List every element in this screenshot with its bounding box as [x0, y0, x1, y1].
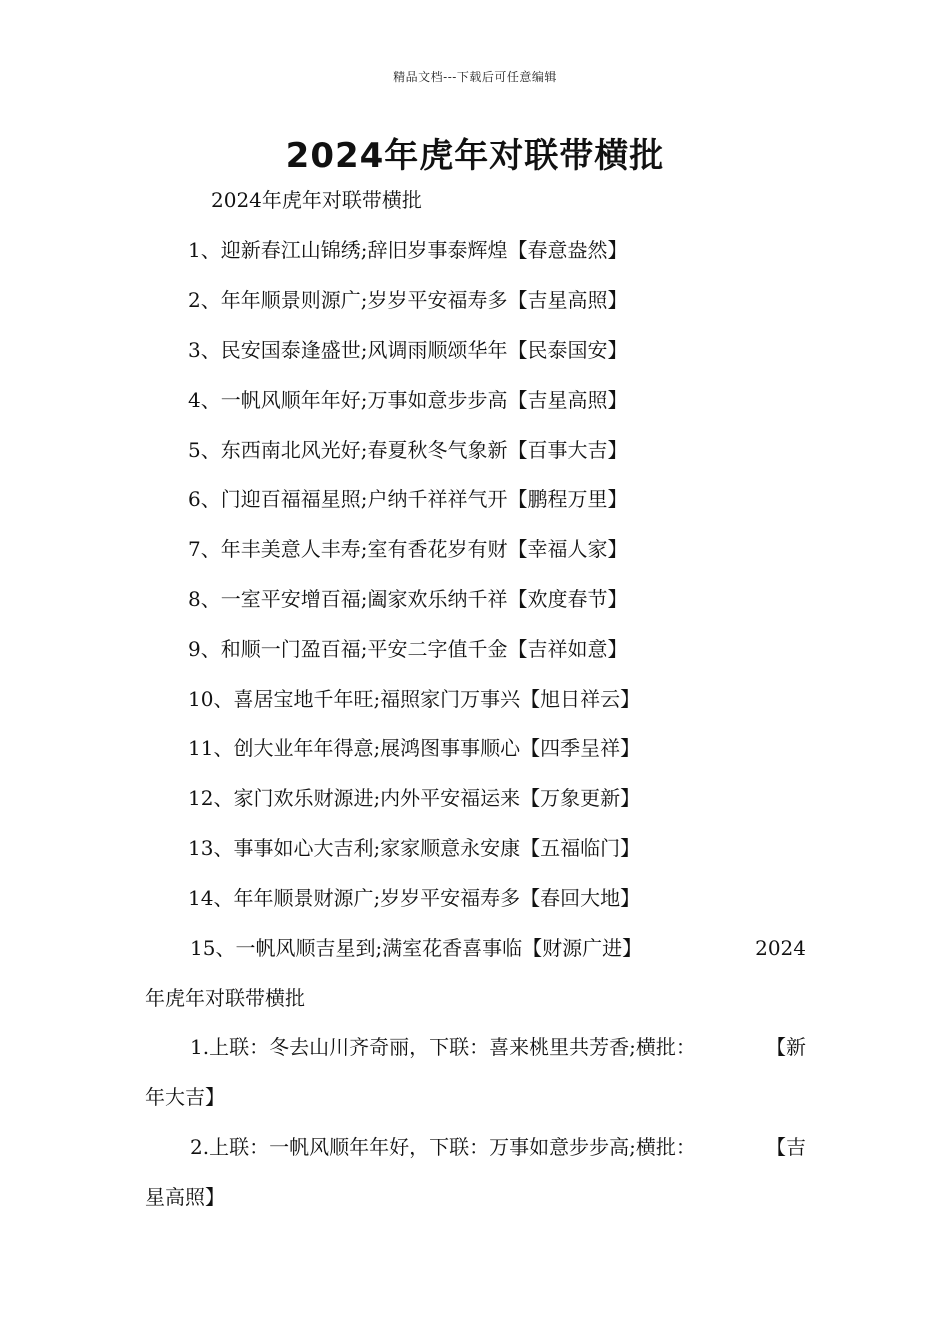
couplet-continuation: 年大吉】	[145, 1085, 225, 1109]
list-item: 14、年年顺景财源广;岁岁平安福寿多【春回大地】	[188, 886, 641, 910]
list-item: 7、年丰美意人丰寿;室有香花岁有财【幸福人家】	[188, 537, 628, 561]
page-title: 2024年虎年对联带横批	[285, 136, 665, 176]
list-item: 4、一帆风顺年年好;万事如意步步高【吉星高照】	[188, 388, 628, 412]
couplet-text: 1.上联：冬去山川齐奇丽，下联：喜来桃里共芳香;横批：	[190, 1035, 696, 1059]
list-item-text: 15、一帆风顺吉星到;满室花香喜事临【财源广进】	[190, 936, 643, 960]
couplet-paragraph	[190, 1033, 806, 1061]
list-item-trailing: 2024	[755, 936, 806, 960]
subtitle: 2024年虎年对联带横批	[211, 188, 422, 212]
couplet-text: 2.上联：一帆风顺年年好，下联：万事如意步步高;横批：	[190, 1135, 696, 1159]
list-item: 1、迎新春江山锦绣;辞旧岁事泰辉煌【春意盎然】	[188, 238, 628, 262]
list-item: 13、事事如心大吉利;家家顺意永安康【五福临门】	[188, 836, 641, 860]
list-item: 8、一室平安增百福;阖家欢乐纳千祥【欢度春节】	[188, 587, 628, 611]
couplet-text-end: 【吉	[766, 1135, 806, 1159]
list-item-continuation: 年虎年对联带横批	[145, 986, 305, 1010]
list-item: 12、家门欢乐财源进;内外平安福运来【万象更新】	[188, 786, 641, 810]
list-item: 6、门迎百福福星照;户纳千祥祥气开【鹏程万里】	[188, 487, 628, 511]
page-header: 精品文档---下载后可任意编辑	[393, 70, 557, 84]
list-item: 5、东西南北风光好;春夏秋冬气象新【百事大吉】	[188, 438, 628, 462]
list-item: 10、喜居宝地千年旺;福照家门万事兴【旭日祥云】	[188, 687, 641, 711]
couplet-continuation: 星高照】	[145, 1185, 225, 1209]
list-item: 11、创大业年年得意;展鸿图事事顺心【四季呈祥】	[188, 736, 641, 760]
couplet-text-end: 【新	[766, 1035, 806, 1059]
list-item: 3、民安国泰逢盛世;风调雨顺颂华年【民泰国安】	[188, 338, 628, 362]
list-item-15	[190, 934, 806, 962]
list-item: 2、年年顺景则源广;岁岁平安福寿多【吉星高照】	[188, 288, 628, 312]
couplet-paragraph	[190, 1133, 806, 1161]
list-item: 9、和顺一门盈百福;平安二字值千金【吉祥如意】	[188, 637, 628, 661]
